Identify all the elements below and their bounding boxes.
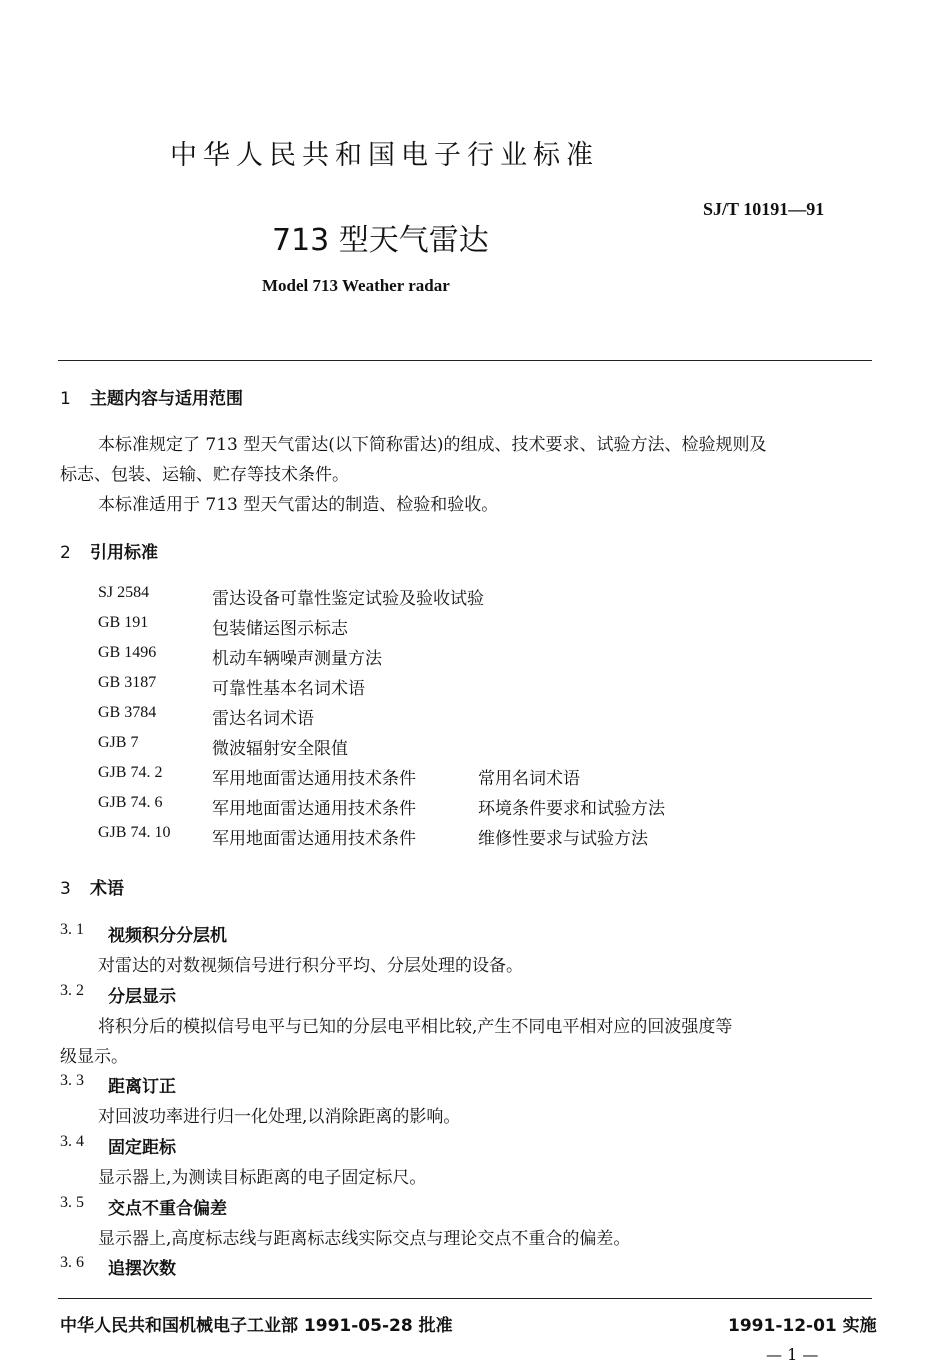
reference-row bbox=[0, 614, 950, 644]
standard-number: SJ/T 10191—91 bbox=[703, 199, 825, 219]
term-definition-continued: 级显示。 bbox=[60, 1047, 128, 1067]
term-name: 距离订正 bbox=[108, 1077, 176, 1097]
reference-title: 军用地面雷达通用技术条件 bbox=[212, 799, 416, 819]
approval-line: 中华人民共和国机械电子工业部 1991-05-28 批准 bbox=[60, 1316, 453, 1336]
section-title: 术语 bbox=[90, 879, 124, 899]
reference-title: 军用地面雷达通用技术条件 bbox=[212, 769, 416, 789]
reference-code: GB 1496 bbox=[98, 644, 157, 661]
reference-row bbox=[0, 824, 950, 854]
effective-date: 1991-12-01 实施 bbox=[728, 1316, 877, 1336]
reference-code: SJ 2584 bbox=[98, 584, 150, 601]
reference-title: 微波辐射安全限值 bbox=[212, 739, 348, 759]
reference-row bbox=[0, 734, 950, 764]
section-title: 主题内容与适用范围 bbox=[90, 389, 243, 409]
reference-title: 包装储运图示标志 bbox=[212, 619, 348, 639]
reference-row bbox=[0, 794, 950, 824]
header-divider bbox=[58, 360, 872, 361]
term-definition: 将积分后的模拟信号电平与已知的分层电平相比较,产生不同电平相对应的回波强度等 bbox=[98, 1017, 733, 1037]
term-number: 3. 2 bbox=[60, 982, 84, 999]
section-number: 1 bbox=[60, 389, 71, 409]
term-definition: 显示器上,高度标志线与距离标志线实际交点与理论交点不重合的偏差。 bbox=[98, 1229, 631, 1249]
reference-title: 雷达设备可靠性鉴定试验及验收试验 bbox=[212, 589, 484, 609]
reference-row bbox=[0, 764, 950, 794]
term-number: 3. 1 bbox=[60, 921, 84, 938]
section-1-heading bbox=[60, 384, 243, 409]
reference-row bbox=[0, 644, 950, 674]
reference-row bbox=[0, 674, 950, 704]
reference-code: GB 3784 bbox=[98, 704, 157, 721]
reference-subtitle: 常用名词术语 bbox=[478, 769, 580, 789]
reference-subtitle: 环境条件要求和试验方法 bbox=[478, 799, 665, 819]
term-name: 视频积分分层机 bbox=[108, 926, 227, 946]
section-2-heading bbox=[60, 538, 158, 563]
term-number: 3. 6 bbox=[60, 1254, 84, 1271]
section-number: 3 bbox=[60, 879, 71, 899]
term-name: 追摆次数 bbox=[108, 1259, 176, 1279]
reference-code: GB 3187 bbox=[98, 674, 157, 691]
term-number: 3. 4 bbox=[60, 1133, 84, 1150]
reference-title: 军用地面雷达通用技术条件 bbox=[212, 829, 416, 849]
reference-code: GJB 74. 6 bbox=[98, 794, 163, 811]
reference-code: GJB 7 bbox=[98, 734, 139, 751]
reference-row bbox=[0, 704, 950, 734]
term-number: 3. 3 bbox=[60, 1072, 84, 1089]
section-title: 引用标准 bbox=[90, 543, 158, 563]
reference-code: GB 191 bbox=[98, 614, 149, 631]
org-title: 中华人民共和国电子行业标准 bbox=[170, 140, 599, 171]
term-definition: 对回波功率进行归一化处理,以消除距离的影响。 bbox=[98, 1107, 461, 1127]
reference-title: 雷达名词术语 bbox=[212, 709, 314, 729]
page-number: — 1 — bbox=[766, 1345, 819, 1364]
section-1-para-2: 本标准适用于 713 型天气雷达的制造、检验和验收。 bbox=[98, 495, 499, 515]
term-definition: 对雷达的对数视频信号进行积分平均、分层处理的设备。 bbox=[98, 956, 523, 976]
reference-title: 可靠性基本名词术语 bbox=[212, 679, 365, 699]
document-subtitle-en: Model 713 Weather radar bbox=[262, 276, 450, 295]
section-3-heading bbox=[60, 874, 124, 899]
term-definition: 显示器上,为测读目标距离的电子固定标尺。 bbox=[98, 1168, 427, 1188]
reference-row bbox=[0, 584, 950, 614]
term-name: 分层显示 bbox=[108, 987, 176, 1007]
term-name: 固定距标 bbox=[108, 1138, 176, 1158]
term-name: 交点不重合偏差 bbox=[108, 1199, 227, 1219]
reference-code: GJB 74. 10 bbox=[98, 824, 171, 841]
term-number: 3. 5 bbox=[60, 1194, 84, 1211]
section-1-para-1-line-1: 本标准规定了 713 型天气雷达(以下简称雷达)的组成、技术要求、试验方法、检验规则及 bbox=[98, 435, 767, 455]
section-1-para-1-line-2: 标志、包装、运输、贮存等技术条件。 bbox=[60, 465, 349, 485]
reference-title: 机动车辆噪声测量方法 bbox=[212, 649, 382, 669]
section-number: 2 bbox=[60, 543, 71, 563]
document-title: 713 型天气雷达 bbox=[272, 223, 489, 258]
reference-code: GJB 74. 2 bbox=[98, 764, 163, 781]
footer-divider bbox=[58, 1298, 872, 1299]
reference-subtitle: 维修性要求与试验方法 bbox=[478, 829, 648, 849]
